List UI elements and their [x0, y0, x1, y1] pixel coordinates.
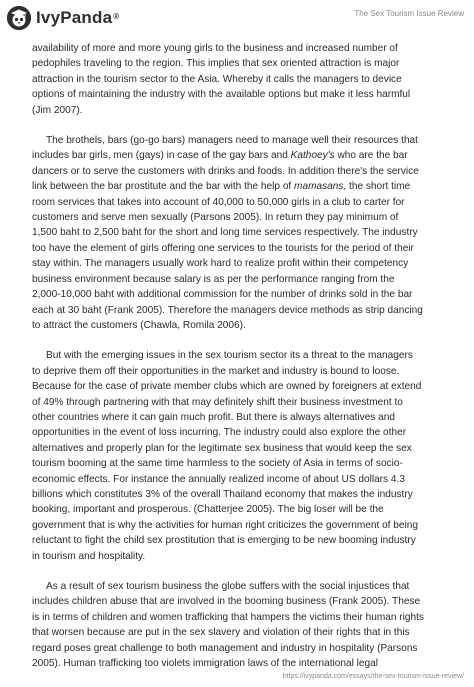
text-line: 1,500 baht to 2,500 baht for the short and long time services respectively. The industry — [32, 227, 418, 239]
paragraph — [32, 348, 452, 564]
text-line: billions which constitutes 3% of the overall Thailand economy that makes the industry — [32, 488, 413, 500]
text-line: regard poses great challenge to both management and industry in hospitality (Parsons — [32, 642, 418, 654]
essay-body — [32, 41, 452, 686]
panda-graduate-icon — [7, 6, 31, 30]
text-line: tourism booming at the same time harmless to the society of Asia in terms of socio- — [32, 458, 403, 470]
text-line: that worsen because are put in the sex slavery and violation of their rights that in this — [32, 627, 410, 639]
text-line: booking, important and prosperous. (Chatterjee 2005). The big loser will be the — [32, 504, 384, 516]
text-line: 2,000-10,000 baht with additional commission for the number of drinks sold in the bar — [32, 289, 413, 301]
text-line: is in terms of children and women trafficking that hampers the victims their human rights — [32, 611, 424, 623]
text-line: includes bar girls, men (gays) in case of the gay bars and Kathoey's who are the bar — [32, 150, 408, 162]
text-line: pedophiles traveling to the region. This implies that sex oriented attraction is major — [32, 58, 400, 70]
source-url[interactable]: https://ivypanda.com/essays/the-sex-tourism-issue-review/ — [282, 673, 464, 680]
text-line: too have the element of girls offering one services to the tourists for the period of their — [32, 242, 414, 254]
paragraph — [32, 41, 452, 118]
text-line: attraction in the tourism sector to the Asia. Whereby it calls the managers to device — [32, 73, 402, 85]
document-title: The Sex Tourism Issue Review — [354, 9, 464, 18]
paragraph — [32, 579, 452, 671]
text-line: to attract the customers (Chawla, Romila 2006). — [32, 319, 246, 331]
text-line: link between the bar prostitute and the bar with the help of mamasans, the short time — [32, 181, 411, 193]
text-line: Because for the case of private member clubs which are owned by foreigners at extend — [32, 381, 422, 393]
text-line: stay within. The managers usually work hard to realize profit within their competency — [32, 258, 409, 270]
logo-text: IvyPanda — [36, 8, 113, 27]
text-line: each at 30 baht (Frank 2005). Therefore the managers device methods as strip dancing — [32, 304, 423, 316]
italic-term: mamasans — [294, 181, 344, 193]
text-line: in tourism and hospitality. — [32, 550, 146, 562]
text-line: room services that takes into account of 40,000 to 50,000 girls in a club to carter for — [32, 196, 405, 208]
text-line: availability of more and more young girls to the business and increased number of — [32, 43, 398, 54]
paragraph — [32, 133, 452, 333]
text-line: customers and serve men sexually (Parsons 2005). In return they pay minimum of — [32, 212, 399, 224]
text-line: other countries where it can gain much profit. But there is always alternatives and — [32, 411, 396, 423]
text-line: business environment because salary is as per the performance ranging from the — [32, 273, 395, 285]
text-line: opportunities in the event of loss incurring. The industry could also explore the other — [32, 427, 407, 439]
text-line: includes children abuse that are involved in the booming business (Frank 2005). These — [32, 596, 421, 608]
text-line: (Jim 2007). — [32, 104, 83, 116]
text-line: 2005). Human trafficking too violets immigration laws of the international legal — [32, 658, 378, 670]
text-line: government that is why the activities for human right criticizes the government of being — [32, 519, 418, 531]
text-line: alternatives and properly plan for the legitimate sex business that would keep the sex — [32, 442, 412, 454]
text-line: dancers or to serve the customers with drinks and foods. In addition there's the service — [32, 165, 419, 177]
text-line: options of maintaining the industry with the available options but make it less harmful — [32, 89, 411, 101]
text-line: economic effects. For instance the annually realized income of about US dollars 4.3 — [32, 473, 405, 485]
registered-mark: ® — [113, 11, 120, 21]
text-line: of 49% through partnering with that may definitely shift their business investment to — [32, 396, 403, 408]
text-line: But with the emerging issues in the sex tourism sector its a threat to the managers — [46, 350, 413, 362]
text-line: The brothels, bars (go-go bars) managers need to manage well their resources that — [46, 135, 418, 147]
text-line: reluctant to fight the child sex prostitution that is emerging to be new booming industry — [32, 535, 416, 547]
page-header — [7, 6, 464, 36]
italic-term: Kathoey's — [290, 150, 335, 162]
ivypanda-logo[interactable] — [7, 6, 119, 30]
text-line: As a result of sex tourism business the globe suffers with the social injustices that — [46, 581, 410, 592]
text-line: to deprive them off their opportunities in the market and industry is bound to loose. — [32, 365, 400, 377]
